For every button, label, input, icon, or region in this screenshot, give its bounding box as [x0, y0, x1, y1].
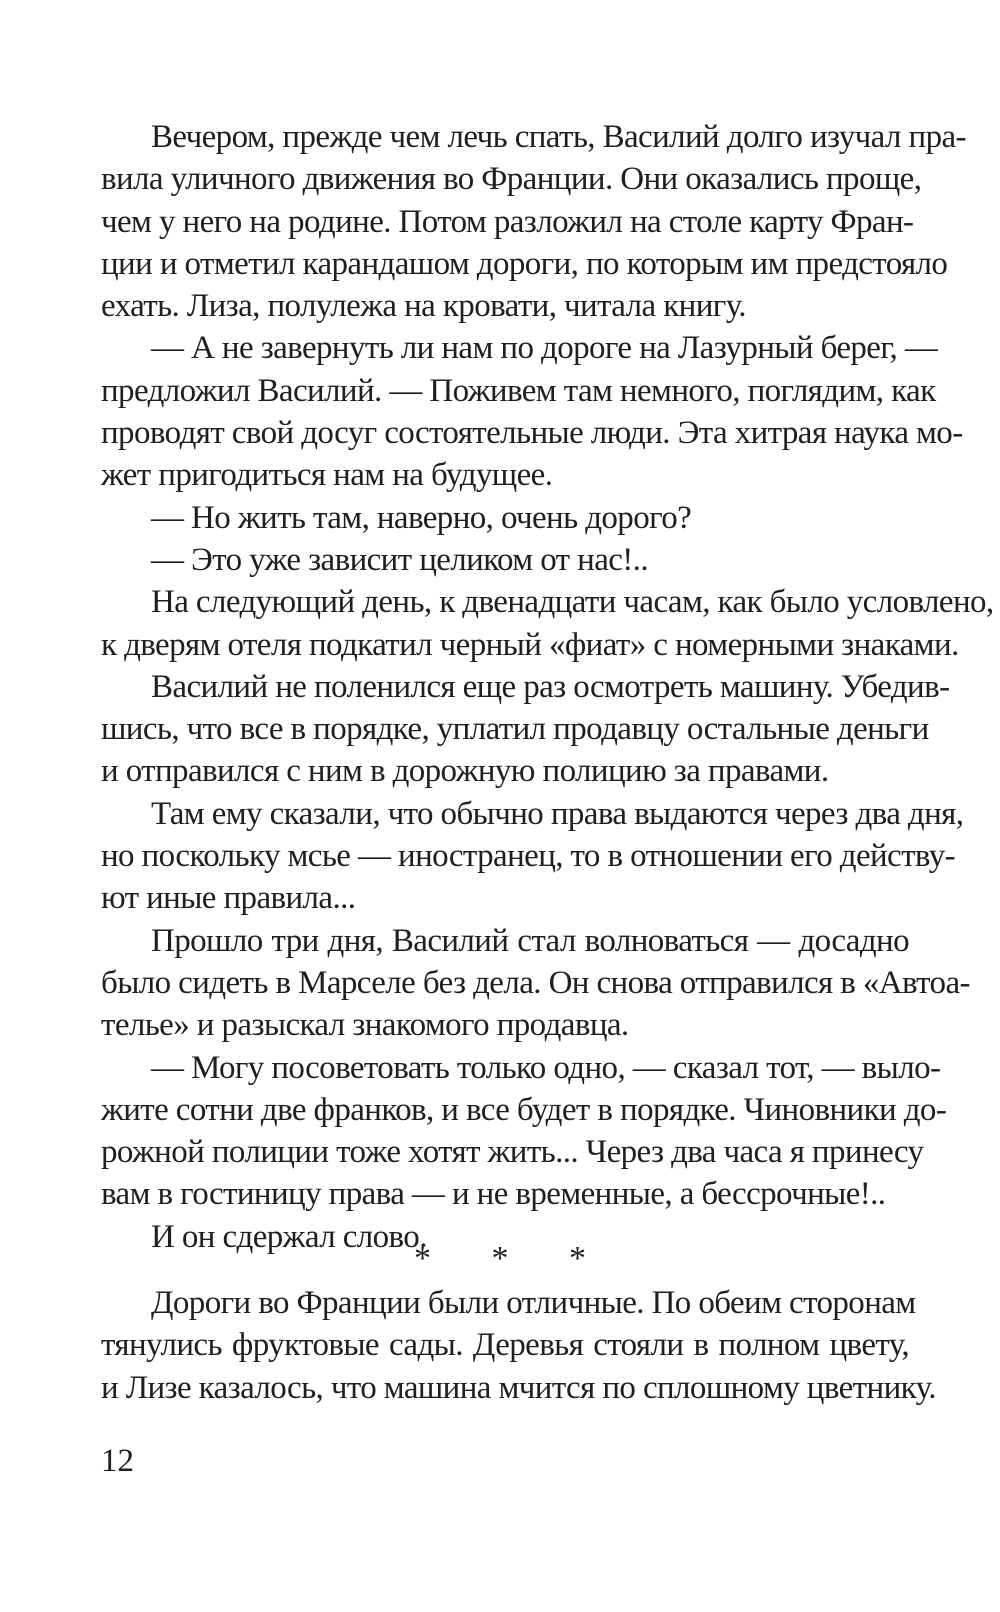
text-line: На следующий день, к двенадцати часам, как было условлено, [151, 584, 994, 621]
paragraph [101, 116, 966, 327]
text-line: Прошло три дня, Василий стал волноваться — досадно [151, 922, 909, 959]
text-line: но поскольку мсье — иностранец, то в отношении его действу- [101, 838, 956, 875]
paragraph [101, 1047, 947, 1216]
text-line: проводят свой досуг состоятельные люди. Эта хитрая наука мо- [101, 415, 963, 452]
text-line: ехать. Лиза, полулежа на кровати, читала книгу. [101, 288, 746, 325]
paragraph [101, 497, 909, 539]
paragraph [101, 1282, 936, 1409]
paragraph [101, 666, 950, 793]
text-line: Дороги во Франции были отличные. По обеим сторонам [151, 1285, 916, 1321]
text-line: тянулись фруктовые сады. Деревья стояли в полном цвету, [101, 1327, 909, 1364]
text-line: Там ему сказали, что обычно права выдаются через два дня, [151, 795, 964, 832]
text-line: — Это уже зависит целиком от нас!.. [151, 541, 648, 578]
paragraph [101, 581, 994, 666]
text-line: — А не завернуть ли нам по дороге на Лазурный берег, — [151, 330, 938, 367]
text-line: рожной полиции тоже хотят жить... Через два часа я принесу [101, 1134, 924, 1171]
text-line: вила уличного движения во Франции. Они оказались проще, [101, 161, 922, 198]
text-line: — Но жить там, наверно, очень дорого? [151, 499, 692, 536]
text-line: ции и отметил карандашом дороги, по которым им предстояло [101, 245, 948, 282]
text-line: и отправился с ним в дорожную полицию за правами. [101, 753, 829, 790]
text-line: Вечером, прежде чем лечь спать, Василий долго изучал пра- [151, 119, 966, 155]
text-line: жите сотни две франков, и все будет в порядке. Чиновники до- [101, 1091, 947, 1128]
main-text-block [101, 116, 994, 1258]
paragraph [101, 539, 909, 581]
text-line: чем у него на родине. Потом разложил на столе карту Фран- [101, 203, 914, 240]
text-line: к дверям отеля подкатил черный «фиат» с номерными знаками. [101, 626, 959, 663]
text-line: было сидеть в Марселе без дела. Он снова отправился в «Автоа- [101, 964, 970, 1001]
section-separator: * * * [414, 1240, 612, 1277]
continued-text-block [101, 1282, 936, 1409]
text-line: Василий не поленился еще раз осмотреть машину. Убедив- [151, 668, 950, 705]
paragraph [101, 327, 963, 496]
text-line: И он сдержал слово. [151, 1218, 427, 1255]
text-line: шись, что все в порядке, уплатил продавцу остальные деньги [101, 711, 929, 748]
text-line: вам в гостиницу права — и не временные, а бессрочные!.. [101, 1176, 886, 1213]
paragraph [101, 920, 970, 1047]
text-line: и Лизе казалось, что машина мчится по сплошному цветнику. [101, 1369, 936, 1406]
text-line: — Могу посоветовать только одно, — сказал тот, — выло- [151, 1049, 941, 1086]
text-line: предложил Василий. — Поживем там немного, поглядим, как [101, 372, 936, 409]
paragraph [101, 793, 964, 920]
text-line: телье» и разыскал знакомого продавца. [101, 1007, 629, 1044]
page-number: 12 [101, 1443, 134, 1479]
text-line: ют иные правила... [101, 880, 356, 917]
text-line: жет пригодиться нам на будущее. [101, 457, 553, 494]
